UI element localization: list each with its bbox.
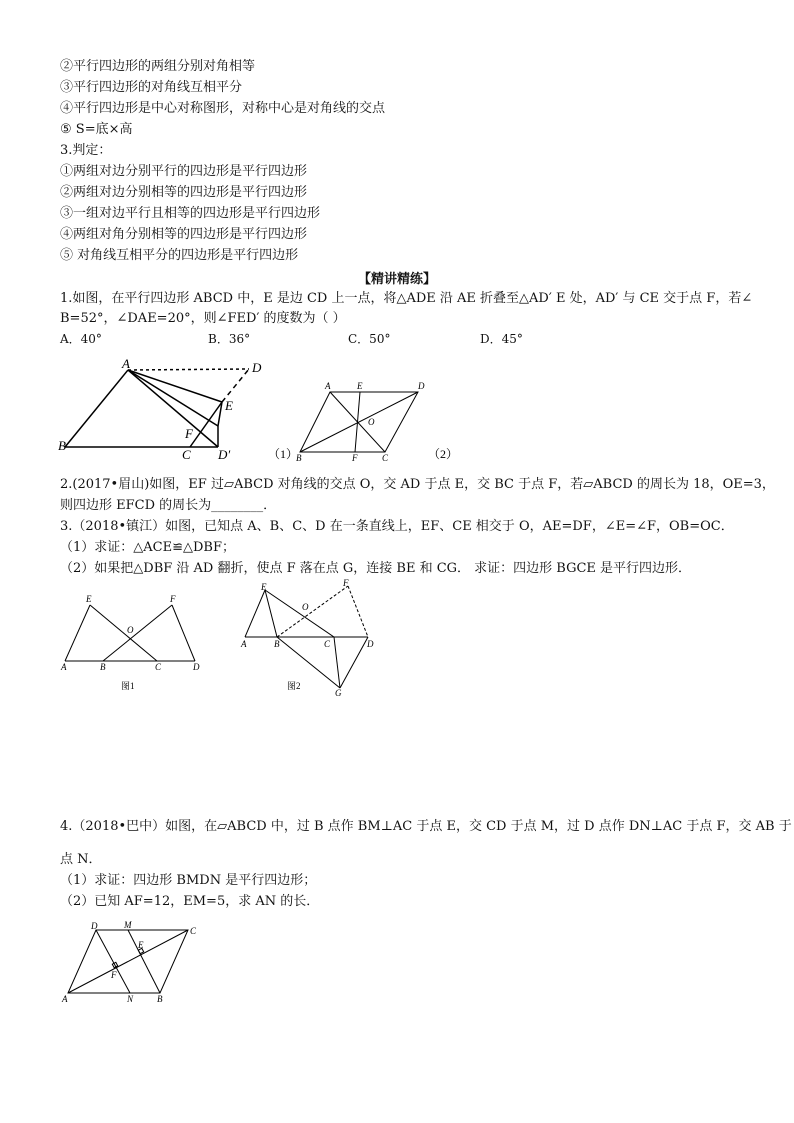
- q3-text-line3: （2）如果把△DBF 沿 AD 翻折，使点 F 落在点 G，连接 BE 和 CG． 求证：四边形 BGCE 是平行四边形．: [60, 561, 692, 576]
- q2-text-line1: 2.(2017•眉山)如图，EF 过▱ABCD 对角线的交点 O，交 AD 于点 E，交 BC 于点 F，若▱ABCD 的周长为 18，OE=3，: [60, 477, 775, 492]
- q1-choice-d: D．45°: [480, 332, 523, 346]
- q4-fig-label-b: B: [157, 994, 163, 1004]
- q1-choice-a: A．40°: [60, 332, 102, 346]
- fig2-label-b: B: [296, 453, 302, 463]
- fig1-label-f: F: [185, 426, 193, 441]
- q1-choice-b: B．36°: [208, 332, 251, 346]
- q3-fig1-label-d: D: [193, 662, 200, 672]
- q3-fig2-label-f: F: [343, 578, 349, 588]
- fig2-label-o: O: [368, 417, 375, 427]
- fig2-label-a: A: [325, 381, 331, 391]
- q3-text-line1: 3.（2018•镇江）如图，已知点 A、B、C、D 在一条直线上，EF、CE 相交于 O，AE=DF，∠E=∠F，OB=OC．: [60, 519, 734, 534]
- q3-fig2-label-g: G: [335, 688, 342, 698]
- fig2-label-c: C: [382, 453, 389, 463]
- judge-item-3: ③一组对边平行且相等的四边形是平行四边形: [60, 206, 321, 221]
- q3-fig2-label-a: A: [241, 639, 247, 649]
- q3-fig1-label-e: E: [86, 594, 92, 604]
- judge-item-1: ①两组对边分别平行的四边形是平行四边形: [60, 164, 308, 179]
- property-5: ⑤ S=底×高: [60, 122, 133, 137]
- fig1-label-dp: D′: [218, 447, 231, 462]
- q3-fig1-label-f: F: [170, 594, 176, 604]
- q3-fig2-label-e: E: [261, 582, 267, 592]
- q4-fig-label-m: M: [124, 920, 132, 930]
- q4-fig-label-f: F: [111, 970, 117, 980]
- q4-fig-label-n: N: [127, 994, 134, 1004]
- section-title: 【精讲精练】: [357, 272, 436, 287]
- q3-text-line2: （1）求证：△ACE≌△DBF；: [60, 540, 235, 555]
- q4-fig-label-c: C: [190, 926, 197, 936]
- property-4: ④平行四边形是中心对称图形，对称中心是对角线的交点: [60, 101, 386, 116]
- q3-fig1-label-b: B: [100, 662, 106, 672]
- fig1-caption: （1）: [268, 447, 299, 461]
- q1-choices: [60, 330, 600, 348]
- q3-fig2-label-c: C: [324, 639, 331, 649]
- q3-fig2-label-d: D: [367, 639, 374, 649]
- judge-item-4: ④两组对角分别相等的四边形是平行四边形: [60, 227, 308, 242]
- judge-item-2: ②两组对边分别相等的四边形是平行四边形: [60, 185, 308, 200]
- judge-item-5: ⑤ 对角线互相平分的四边形是平行四边形: [60, 248, 299, 263]
- fig1-label-e: E: [225, 398, 233, 413]
- property-3: ③平行四边形的对角线互相平分: [60, 80, 243, 95]
- q3-fig2-label-b: B: [274, 639, 280, 649]
- q4-text-line1: 4.（2018•巴中）如图，在▱ABCD 中，过 B 点作 BM⊥AC 于点 E，交 CD 于点 M，过 D 点作 DN⊥AC 于点 F，交 AB 于: [60, 819, 792, 834]
- fig1-label-b: B: [58, 438, 66, 453]
- fig1-label-a: A: [122, 356, 130, 371]
- fig2-label-f: F: [352, 453, 358, 463]
- q4-figure: [0, 915, 240, 1010]
- judge-title: 3.判定：: [60, 143, 112, 158]
- q3-figures: [0, 578, 420, 700]
- q4-text-line4: （2）已知 AF=12，EM=5，求 AN 的长．: [60, 894, 320, 909]
- fig2-label-d: D: [418, 381, 425, 391]
- q3-fig1-caption: 图1: [121, 681, 135, 691]
- q4-fig-label-a: A: [62, 994, 68, 1004]
- fig1-label-d: D: [252, 360, 262, 375]
- fig2-label-e: E: [357, 381, 363, 391]
- q4-text-line3: （1）求证：四边形 BMDN 是平行四边形；: [60, 873, 317, 888]
- q3-fig1-label-a: A: [61, 662, 67, 672]
- fig2-caption: （2）: [428, 447, 459, 461]
- q4-text-line2: 点 N．: [60, 852, 102, 867]
- q4-fig-label-d: D: [91, 921, 98, 931]
- q3-fig2-caption: 图2: [287, 681, 301, 691]
- q1-figures: [0, 355, 500, 465]
- q3-fig2-label-o: O: [302, 602, 309, 612]
- fig1-label-c: C: [182, 447, 191, 462]
- q1-text-line1: 1.如图，在平行四边形 ABCD 中，E 是边 CD 上一点，将△ADE 沿 AE 折叠至△AD′ E 处，AD′ 与 CE 交于点 F，若∠: [60, 291, 753, 306]
- q2-text-line2: 则四边形 EFCD 的周长为________．: [60, 498, 277, 513]
- property-2: ②平行四边形的两组分别对角相等: [60, 59, 256, 74]
- q4-fig-label-e: E: [138, 940, 144, 950]
- q3-fig1-label-c: C: [155, 662, 162, 672]
- q1-text-line2: B=52°，∠DAE=20°，则∠FED′ 的度数为（ ）: [60, 311, 346, 326]
- q1-choice-c: C．50°: [348, 332, 391, 346]
- q3-fig1-label-o: O: [127, 625, 134, 635]
